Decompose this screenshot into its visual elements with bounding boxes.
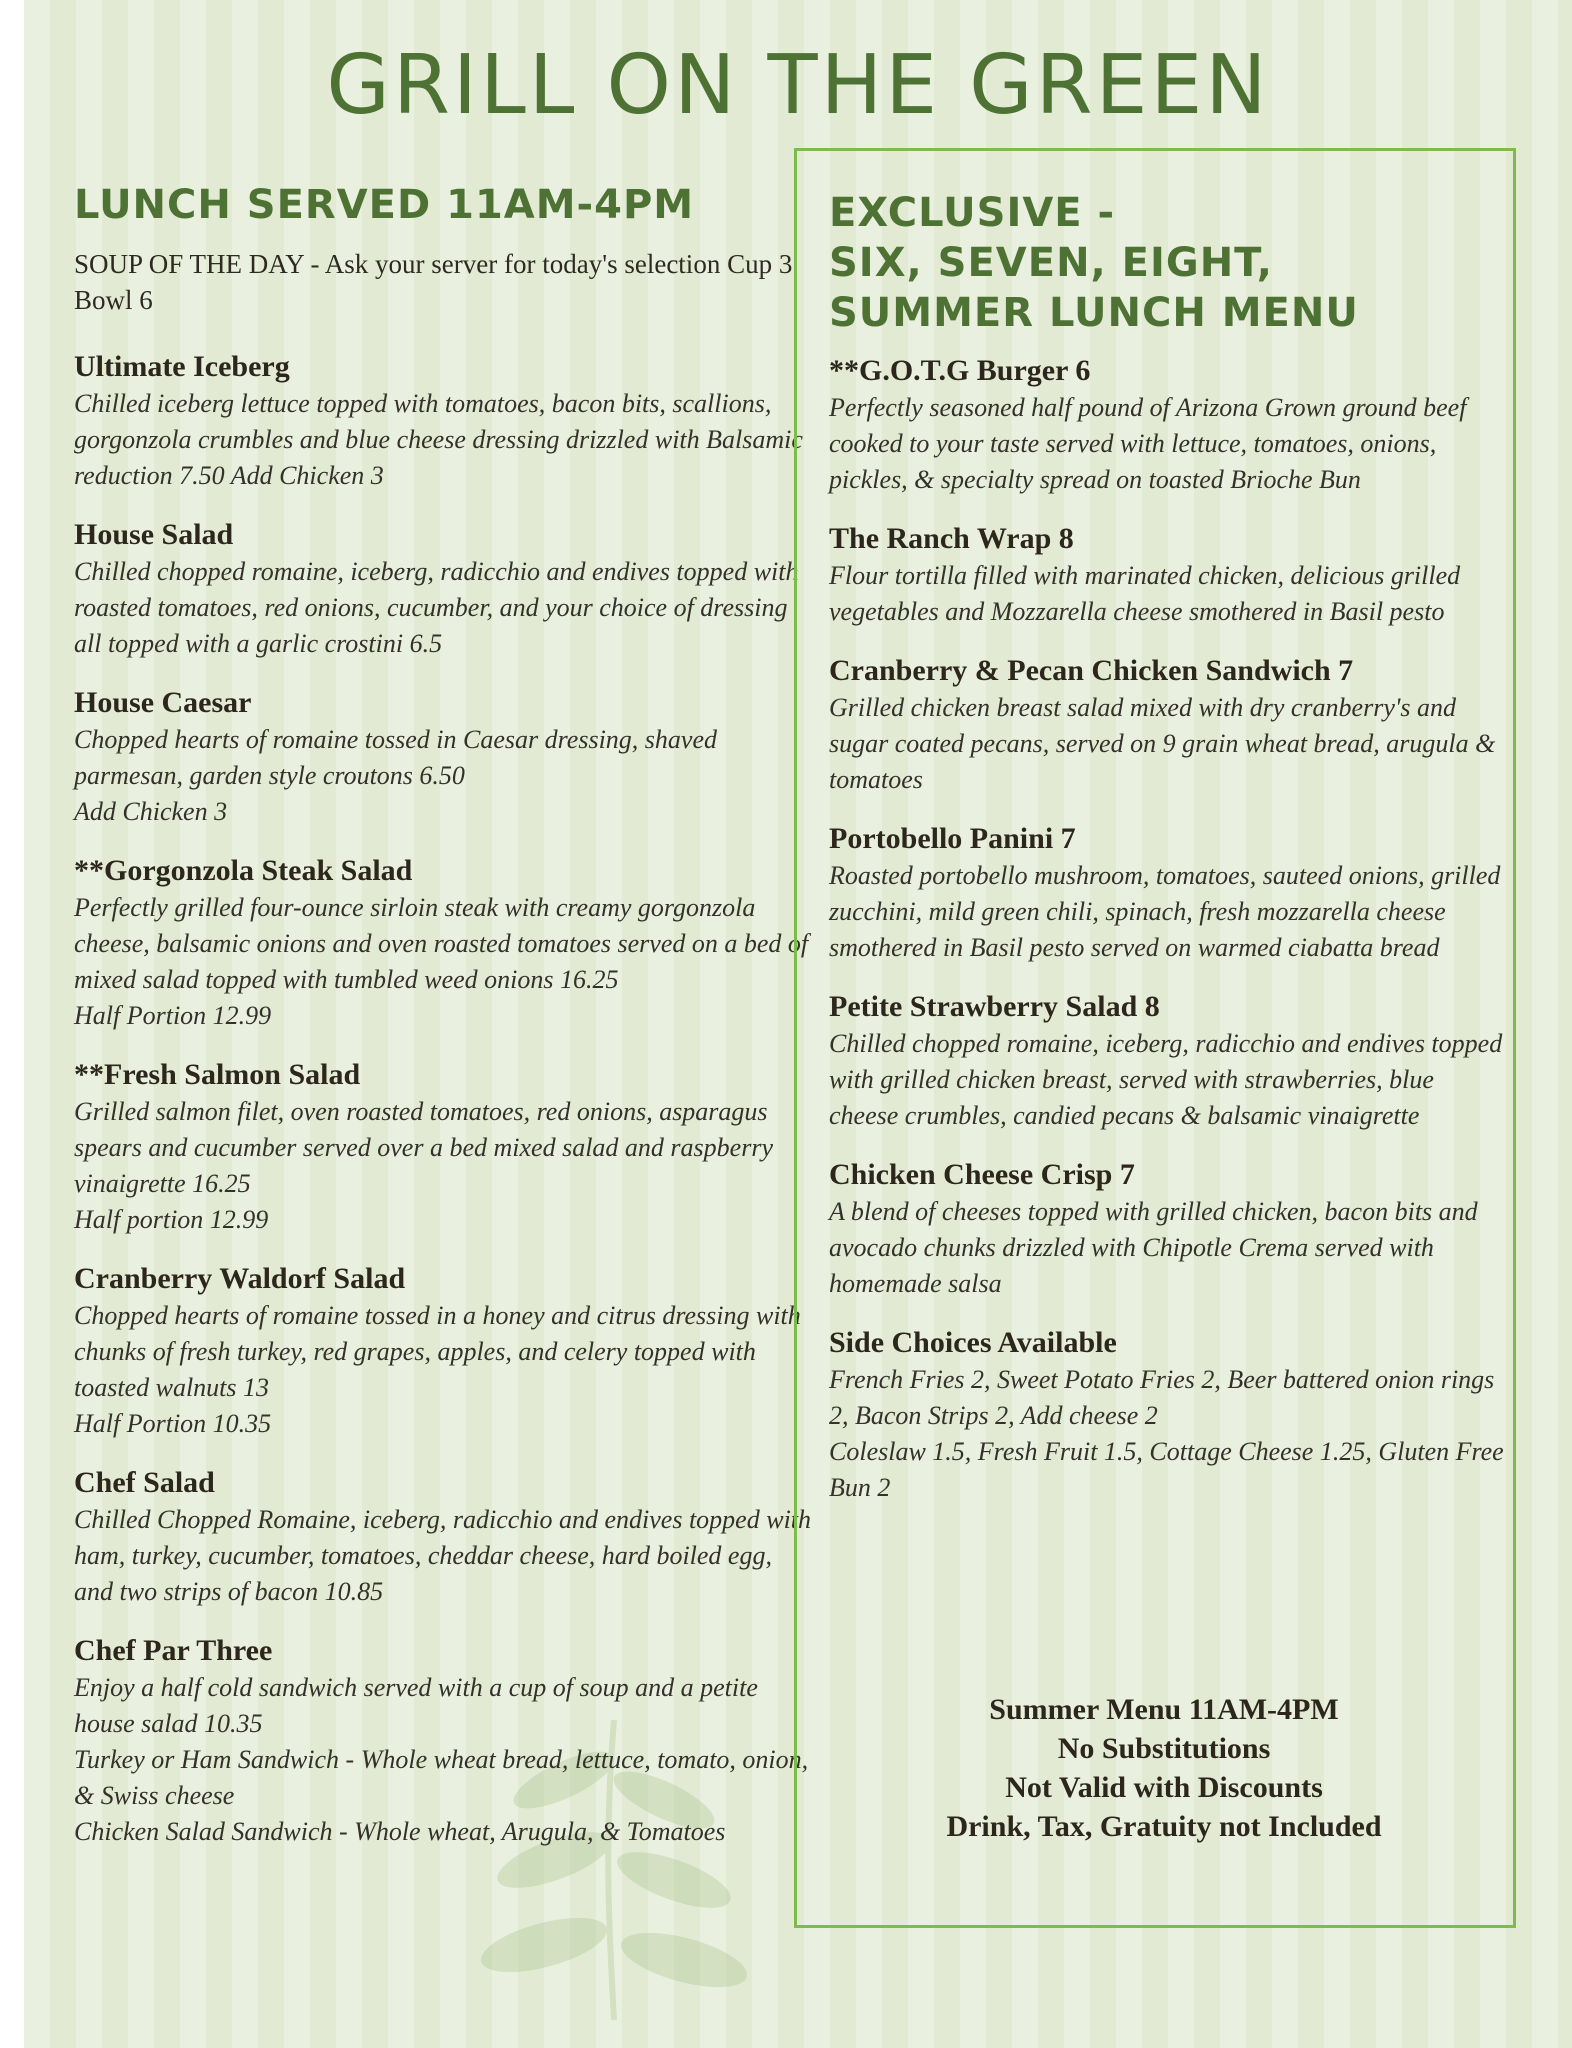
menu-item-description: [829, 390, 1509, 498]
lunch-heading: LUNCH SERVED 11AM-4PM: [74, 182, 695, 228]
menu-item: [74, 348, 814, 494]
menu-item-description-line: Chicken Salad Sandwich - Whole wheat, Arugula, & Tomatoes: [74, 1817, 726, 1846]
menu-item-description-line: French Fries 2, Sweet Potato Fries 2, Beer battered onion rings 2, Bacon Strips 2, Add cheese 2: [829, 1365, 1495, 1430]
menu-item-description-line: Chilled iceberg lettuce topped with tomatoes, bacon bits, scallions, gorgonzola crumbles and blue cheese dressing drizzled with Balsamic reduction 7.50 Add Chicken 3: [74, 389, 803, 490]
note-line: Summer Menu 11AM-4PM: [989, 1693, 1339, 1726]
menu-page: [24, 0, 1572, 2048]
menu-item-description: [829, 1194, 1509, 1302]
exclusive-heading-line: SUMMER LUNCH MENU: [829, 290, 1359, 336]
menu-item-description: [74, 890, 814, 1034]
note-line: Not Valid with Discounts: [1005, 1771, 1323, 1804]
restaurant-title: GRILL ON THE GREEN: [326, 38, 1270, 133]
menu-item-name: Ultimate Iceberg: [74, 350, 290, 383]
menu-item-description: [74, 1502, 814, 1610]
menu-item-description-line: Turkey or Ham Sandwich - Whole wheat bread, lettuce, tomato, onion, & Swiss cheese: [74, 1745, 809, 1810]
menu-item: [74, 684, 814, 830]
menu-item: [829, 1324, 1509, 1506]
menu-item-description-line: Half Portion 10.35: [74, 1409, 272, 1438]
menu-item: [829, 520, 1509, 630]
menu-item-description: [74, 1670, 814, 1850]
menu-item-name: Petite Strawberry Salad 8: [829, 990, 1160, 1023]
menu-item-description-line: Perfectly grilled four-ounce sirloin steak with creamy gorgonzola cheese, balsamic onions and oven roasted tomatoes served on a bed of mixed salad topped with tumbled weed onions 16.25: [74, 893, 809, 994]
menu-item: [829, 352, 1509, 498]
menu-item: [74, 1260, 814, 1442]
menu-item-name: Side Choices Available: [829, 1326, 1117, 1359]
menu-item: [74, 1632, 814, 1850]
exclusive-section: [829, 188, 1509, 1528]
exclusive-heading: [829, 188, 1509, 338]
menu-item-description-line: Grilled chicken breast salad mixed with dry cranberry's and sugar coated pecans, served on 9 grain wheat bread, arugula & tomatoes: [829, 693, 1496, 794]
note-line: No Substitutions: [1057, 1732, 1271, 1765]
soup-of-the-day: SOUP OF THE DAY - Ask your server for today's selection Cup 3 Bowl 6: [74, 249, 793, 315]
menu-item-description-line: Chilled chopped romaine, iceberg, radicchio and endives topped with grilled chicken breast, served with strawberries, blue cheese crumbles, candied pecans & balsamic vinaigrette: [829, 1029, 1503, 1130]
menu-item-description-line: Coleslaw 1.5, Fresh Fruit 1.5, Cottage Cheese 1.25, Gluten Free Bun 2: [829, 1437, 1504, 1502]
menu-item-name: Chef Salad: [74, 1466, 215, 1499]
menu-item-description: [74, 386, 814, 494]
menu-item-description: [829, 1362, 1509, 1506]
menu-item-description-line: Add Chicken 3: [74, 797, 228, 826]
menu-item-description-line: Half portion 12.99: [74, 1205, 269, 1234]
menu-item-description: [829, 690, 1509, 798]
menu-item-name: Cranberry Waldorf Salad: [74, 1262, 406, 1295]
menu-item-name: Chef Par Three: [74, 1634, 273, 1667]
menu-item-description-line: Grilled salmon filet, oven roasted tomatoes, red onions, asparagus spears and cucumber served over a bed mixed salad and raspberry vinaigrette 16.25: [74, 1097, 773, 1198]
menu-item: [74, 1464, 814, 1610]
exclusive-item-list: [829, 352, 1509, 1506]
menu-item-description: [74, 554, 814, 662]
menu-item-name: **Gorgonzola Steak Salad: [74, 854, 413, 887]
menu-item: [74, 516, 814, 662]
menu-item-description: [829, 1026, 1509, 1134]
menu-item-description-line: Half Portion 12.99: [74, 1001, 272, 1030]
menu-item-description: [829, 558, 1509, 630]
exclusive-heading-line: SIX, SEVEN, EIGHT,: [829, 240, 1273, 286]
summer-menu-notes: [814, 1690, 1514, 1846]
exclusive-heading-line: EXCLUSIVE -: [829, 190, 1116, 236]
menu-item-description-line: A blend of cheeses topped with grilled chicken, bacon bits and avocado chunks drizzled with Chipotle Crema served with homemade salsa: [829, 1197, 1478, 1298]
menu-item-description-line: Perfectly seasoned half pound of Arizona Grown ground beef cooked to your taste served with lettuce, tomatoes, onions, pickles, & specialty spread on toasted Brioche Bun: [829, 393, 1467, 494]
menu-item-name: Portobello Panini 7: [829, 822, 1076, 855]
menu-item-description-line: Roasted portobello mushroom, tomatoes, sauteed onions, grilled zucchini, mild green chili, spinach, fresh mozzarella cheese smothered in Basil pesto served on warmed ciabatta bread: [829, 861, 1501, 962]
menu-item-name: House Caesar: [74, 686, 252, 719]
menu-item-name: House Salad: [74, 518, 234, 551]
menu-item: [74, 852, 814, 1034]
lunch-section: [74, 182, 814, 1872]
menu-item: [74, 1056, 814, 1238]
menu-item-description-line: Enjoy a half cold sandwich served with a cup of soup and a petite house salad 10.35: [74, 1673, 758, 1738]
menu-item-name: **G.O.T.G Burger 6: [829, 354, 1091, 387]
menu-item-name: Cranberry & Pecan Chicken Sandwich 7: [829, 654, 1354, 687]
menu-item-description: [74, 1094, 814, 1238]
menu-item: [829, 652, 1509, 798]
menu-item-name: The Ranch Wrap 8: [829, 522, 1074, 555]
menu-item: [829, 988, 1509, 1134]
menu-item-description-line: Flour tortilla filled with marinated chicken, delicious grilled vegetables and Mozzarella cheese smothered in Basil pesto: [829, 561, 1461, 626]
menu-item-description-line: Chopped hearts of romaine tossed in a honey and citrus dressing with chunks of fresh turkey, red grapes, apples, and celery topped with toasted walnuts 13: [74, 1301, 801, 1402]
menu-item-name: Chicken Cheese Crisp 7: [829, 1158, 1135, 1191]
menu-item: [829, 820, 1509, 966]
menu-item-description-line: Chilled Chopped Romaine, iceberg, radicchio and endives topped with ham, turkey, cucumber, tomatoes, cheddar cheese, hard boiled egg, and two strips of bacon 10.85: [74, 1505, 812, 1606]
menu-item-description: [74, 722, 814, 830]
menu-item-description-line: Chilled chopped romaine, iceberg, radicchio and endives topped with roasted tomatoes, red onions, cucumber, and your choice of dressing all topped with a garlic crostini 6.5: [74, 557, 799, 658]
menu-item-description: [74, 1298, 814, 1442]
note-line: Drink, Tax, Gratuity not Included: [946, 1810, 1382, 1843]
menu-item-name: **Fresh Salmon Salad: [74, 1058, 361, 1091]
menu-item: [829, 1156, 1509, 1302]
lunch-item-list: [74, 348, 814, 1850]
menu-item-description: [829, 858, 1509, 966]
menu-item-description-line: Chopped hearts of romaine tossed in Caesar dressing, shaved parmesan, garden style croutons 6.50: [74, 725, 717, 790]
